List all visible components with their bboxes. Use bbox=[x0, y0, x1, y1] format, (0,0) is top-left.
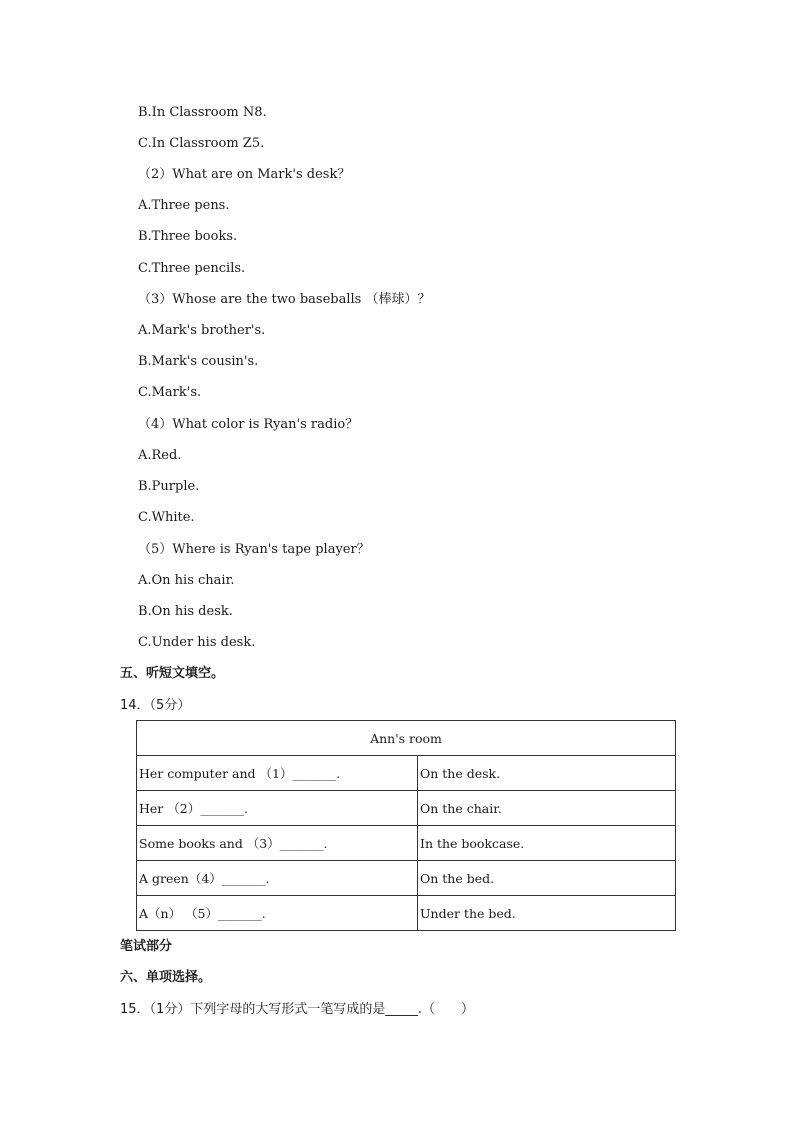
table-cell-location: On the chair. bbox=[418, 791, 676, 826]
option-a-q4: A.Red. bbox=[138, 448, 182, 463]
table-cell-item: Some books and （3）_______. bbox=[137, 826, 418, 861]
question-5: （5）Where is Ryan's tape player？ bbox=[138, 542, 370, 557]
table-cell-location: Under the bed. bbox=[418, 896, 676, 931]
option-b-q4: B.Purple. bbox=[138, 479, 200, 494]
anns-room-table bbox=[136, 720, 676, 931]
table-title-row bbox=[137, 721, 676, 756]
option-b-classroom: B.In Classroom N8. bbox=[138, 105, 267, 120]
table-cell-item: A green（4）_______. bbox=[137, 861, 418, 896]
option-c-q2: C.Three pencils. bbox=[138, 261, 246, 276]
option-b-q2: B.Three books. bbox=[138, 229, 238, 244]
section-6-heading: 六、单项选择。 bbox=[120, 970, 212, 985]
table-cell-location: In the bookcase. bbox=[418, 826, 676, 861]
option-c-classroom: C.In Classroom Z5. bbox=[138, 136, 265, 151]
question-15: 15．（1分）下列字母的大写形式一笔写成的是_____.（ ） bbox=[120, 1002, 474, 1017]
table-cell-location: On the desk. bbox=[418, 756, 676, 791]
question-2: （2）What are on Mark's desk？ bbox=[138, 167, 351, 182]
option-a-q3: A.Mark's brother's. bbox=[138, 323, 266, 338]
table-cell-item: Her computer and （1）_______. bbox=[137, 756, 418, 791]
question-3: （3）Whose are the two baseballs （棒球）？ bbox=[138, 292, 431, 307]
section-5-heading: 五、听短文填空。 bbox=[120, 666, 225, 681]
option-b-q5: B.On his desk. bbox=[138, 604, 233, 619]
table-cell-item: A（n） （5）_______. bbox=[137, 896, 418, 931]
table-row bbox=[137, 756, 676, 791]
question-14-number: 14．（5分） bbox=[120, 698, 191, 713]
table-title: Ann's room bbox=[137, 721, 676, 756]
question-4: （4）What color is Ryan's radio？ bbox=[138, 417, 359, 432]
table-row bbox=[137, 791, 676, 826]
option-b-q3: B.Mark's cousin's. bbox=[138, 354, 259, 369]
table-row bbox=[137, 861, 676, 896]
table-row bbox=[137, 896, 676, 931]
option-a-q2: A.Three pens. bbox=[138, 198, 230, 213]
option-c-q5: C.Under his desk. bbox=[138, 635, 256, 650]
table-cell-item: Her （2）_______. bbox=[137, 791, 418, 826]
table-cell-location: On the bed. bbox=[418, 861, 676, 896]
option-c-q4: C.White. bbox=[138, 510, 195, 525]
option-c-q3: C.Mark's. bbox=[138, 385, 202, 400]
option-a-q5: A.On his chair. bbox=[138, 573, 235, 588]
written-part-heading: 笔试部分 bbox=[120, 939, 173, 954]
table-row bbox=[137, 826, 676, 861]
